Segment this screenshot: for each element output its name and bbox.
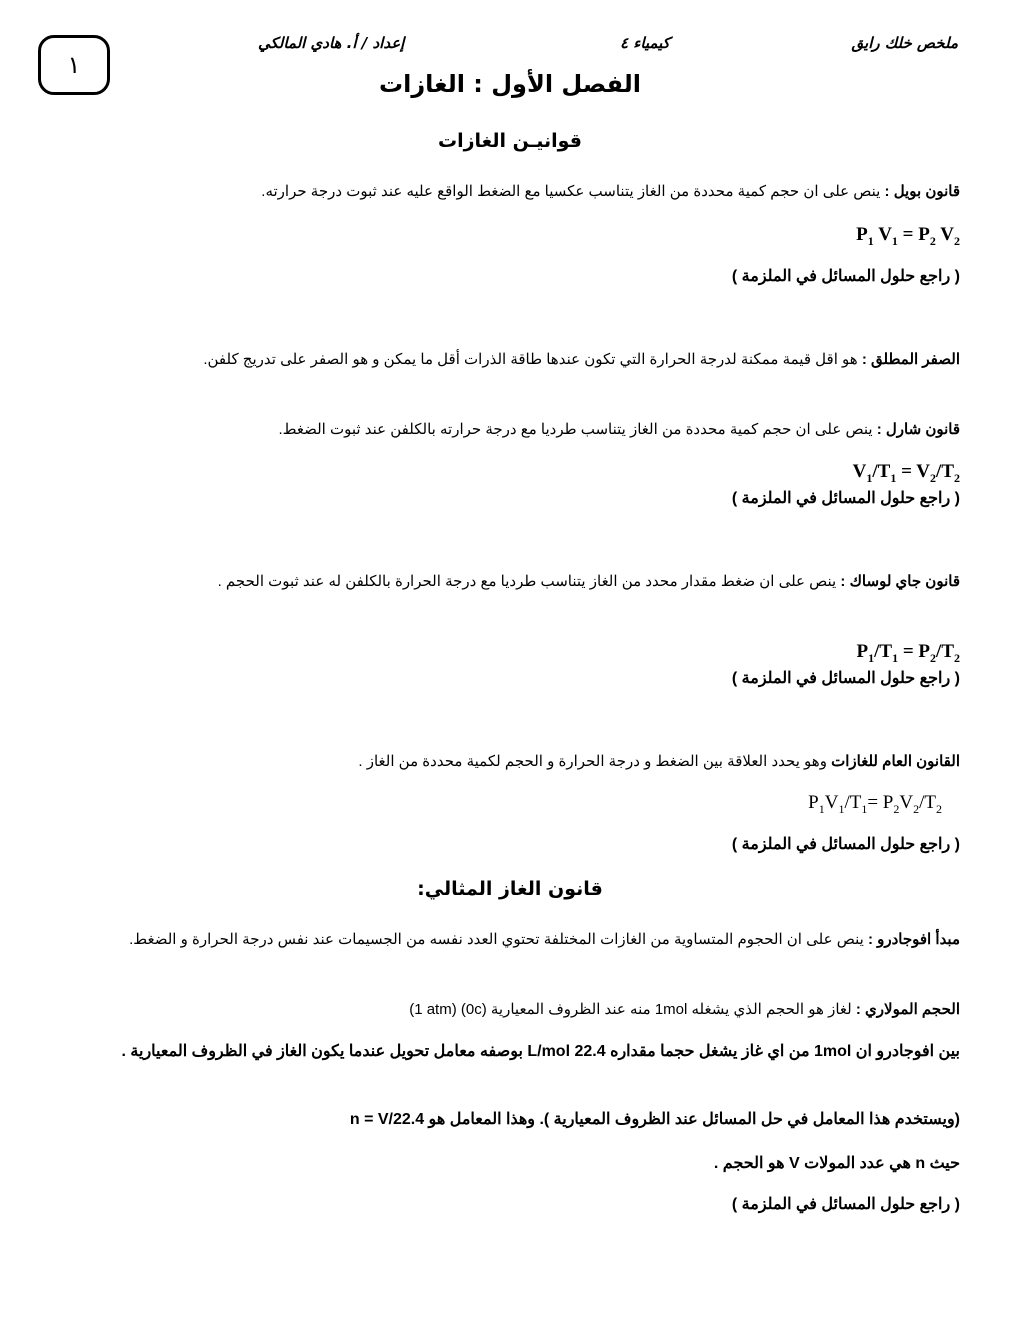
reference-note-1: ( راجع حلول المسائل في الملزمة ) [731,268,960,285]
molar-volume-paragraph [100,996,960,1024]
page-title: الفصل الأول : الغازات [378,70,642,98]
molar-volume-term: الحجم المولاري : [855,1001,960,1018]
gay-lussac-law-term: قانون جاي لوساك : [840,573,960,590]
avogadro-text: ينص على ان الحجوم المتساوية من الغازات المختلفة تحتوي العدد نفسه من الجسيمات عند نفس درجة الحرارة و الضغط. [129,931,868,948]
charles-law-paragraph [100,416,960,444]
charles-law-text: ينص على ان حجم كمية محددة من الغاز يتناسب طرديا مع درجة حرارته بالكلفن عند ثبوت الضغط. [278,421,877,438]
charles-formula: $V_1/T_1 = V_2/T_2$ [852,461,960,485]
header-summary: ملخص خلك رايق [851,34,958,52]
gay-lussac-law-paragraph [60,568,960,596]
combined-law-term: القانون العام للغازات [831,753,960,770]
reference-note-2: ( راجع حلول المسائل في الملزمة ) [731,490,960,507]
reference-note-5: ( راجع حلول المسائل في الملزمة ) [731,1196,960,1213]
boyle-law-paragraph [100,178,960,206]
section-subtitle: قوانيـن الغازات [437,130,582,152]
header-author: إعداد / أ. هادي المالكي [258,34,405,52]
combined-law-text: وهو يحدد العلاقة بين الضغط و درجة الحرارة و الحجم لكمية محددة من الغاز . [358,753,832,770]
avogadro-paragraph [100,926,960,954]
reference-note-4: ( راجع حلول المسائل في الملزمة ) [731,836,960,853]
avogadro-term: مبدأ افوجادرو : [867,931,960,948]
gay-lussac-law-text: ينص على ان ضغط مقدار محدد من الغاز يتناسب طرديا مع درجة الحرارة بالكلفن له عند ثبوت الحجم . [217,573,841,590]
avogadro-note: بين افوجادرو ان 1mol من اي غاز يشغل حجما مقداره 22.4 L/mol بوصفه معامل تحويل عندما يكون الغاز في الظروف المعيارية . [121,1043,960,1060]
where-note: حيث n هي عدد المولات V هو الحجم . [713,1155,960,1172]
molar-volume-text: لغاز هو الحجم الذي يشغله 1mol منه عند الظروف المعيارية (0c) (1 atm) [409,1001,856,1018]
absolute-zero-text: هو اقل قيمة ممكنة لدرجة الحرارة التي تكون عندها طاقة الذرات أقل ما يمكن و هو الصفر على تدريج كلفن. [203,351,862,368]
gay-lussac-formula: $P_1/T_1 = P_2/T_2$ [856,641,960,665]
absolute-zero-term: الصفر المطلق : [861,351,960,368]
combined-formula: $P_1V_1/T_1= P_2V_2/T_2$ [808,792,942,816]
charles-law-term: قانون شارل : [876,421,960,438]
page-number: ١ [67,51,81,79]
factor-note: (ويستخدم هذا المعامل في حل المسائل عند الظروف المعيارية ). وهذا المعامل هو n = V/22.4 [349,1111,960,1128]
reference-note-3: ( راجع حلول المسائل في الملزمة ) [731,670,960,687]
boyle-formula: $P_1$ $V_1 = P_2$ $V_2$ [856,224,960,248]
combined-law-paragraph [100,748,960,776]
boyle-law-text: ينص على ان حجم كمية محددة من الغاز يتناسب عكسيا مع الضغط الواقع عليه عند ثبوت درجة حرارته. [261,183,885,200]
ideal-gas-title: قانون الغاز المثالي: [417,878,603,900]
header-subject: كيمياء ٤ [620,34,670,52]
absolute-zero-paragraph [100,346,960,374]
boyle-law-term: قانون بويل : [884,183,960,200]
